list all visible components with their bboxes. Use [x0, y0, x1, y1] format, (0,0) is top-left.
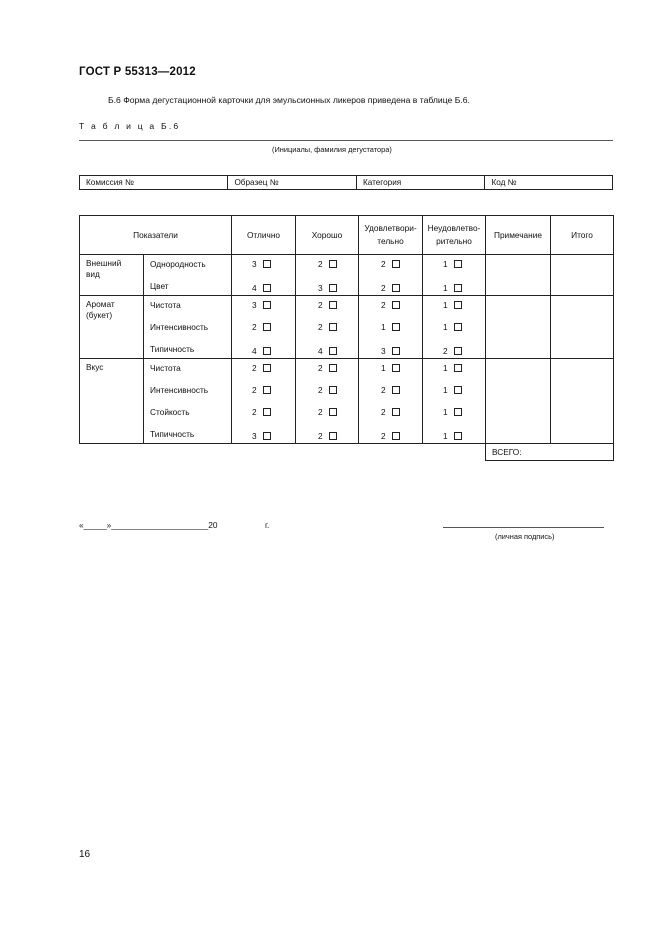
score-option: [381, 283, 400, 293]
score-option: [318, 322, 337, 332]
score-option: [443, 283, 462, 293]
col-header-good: Хорошо: [296, 216, 359, 255]
score-checkbox[interactable]: [454, 260, 462, 268]
score-value: 2: [381, 431, 386, 441]
score-cell: [296, 359, 359, 444]
indicator-label: Стойкость: [150, 407, 190, 417]
score-value: 1: [443, 431, 448, 441]
group-row: [80, 255, 614, 296]
score-option: [443, 363, 462, 373]
indicator-label: Чистота: [150, 300, 181, 310]
score-checkbox[interactable]: [392, 364, 400, 372]
category-field: Категория: [356, 176, 485, 189]
score-cell: [232, 296, 296, 359]
note-cell[interactable]: [486, 296, 551, 359]
indicator-cell: [144, 255, 232, 296]
indicator-cell: [144, 359, 232, 444]
score-value: 1: [443, 259, 448, 269]
indicator-label: Типичность: [150, 344, 195, 354]
score-value: 2: [381, 300, 386, 310]
score-cell: [359, 296, 423, 359]
score-checkbox[interactable]: [329, 301, 337, 309]
score-option: [381, 322, 400, 332]
score-value: 2: [318, 431, 323, 441]
score-checkbox[interactable]: [454, 347, 462, 355]
score-checkbox[interactable]: [263, 284, 271, 292]
score-option: [381, 431, 400, 441]
score-option: [318, 407, 337, 417]
col-header-unsatisfactory: Неудовлетво- рительно: [423, 216, 486, 255]
score-option: [443, 385, 462, 395]
col-header-note: Примечание: [486, 216, 551, 255]
score-option: [381, 346, 400, 356]
signature-line: [443, 527, 604, 528]
score-checkbox[interactable]: [454, 364, 462, 372]
group-name-cell: [80, 359, 144, 444]
score-value: 2: [381, 259, 386, 269]
score-checkbox[interactable]: [392, 284, 400, 292]
score-value: 2: [252, 407, 257, 417]
score-value: 4: [252, 283, 257, 293]
signature-caption: (личная подпись): [495, 532, 555, 541]
date-suffix: г.: [265, 520, 270, 530]
group-name-cont: вид: [86, 269, 100, 279]
col-header-indicators: Показатели: [80, 216, 232, 255]
score-checkbox[interactable]: [392, 432, 400, 440]
col-header-total: Итого: [551, 216, 614, 255]
total-cell-group[interactable]: [551, 255, 614, 296]
commission-field: Комиссия №: [86, 178, 134, 187]
score-checkbox[interactable]: [329, 347, 337, 355]
indicator-label: Интенсивность: [150, 385, 209, 395]
score-value: 1: [443, 363, 448, 373]
score-value: 2: [252, 363, 257, 373]
score-checkbox[interactable]: [263, 323, 271, 331]
score-value: 3: [252, 431, 257, 441]
indicator-label: Цвет: [150, 281, 169, 291]
score-value: 2: [318, 300, 323, 310]
score-checkbox[interactable]: [392, 323, 400, 331]
score-option: [443, 259, 462, 269]
score-value: 3: [318, 283, 323, 293]
score-value: 1: [381, 363, 386, 373]
score-cell: [296, 296, 359, 359]
score-cell: [359, 359, 423, 444]
score-checkbox[interactable]: [263, 432, 271, 440]
group-name: Аромат: [86, 299, 115, 309]
score-value: 1: [443, 300, 448, 310]
score-checkbox[interactable]: [454, 432, 462, 440]
taster-caption: (Инициалы, фамилия дегустатора): [272, 145, 392, 154]
score-option: [252, 259, 271, 269]
score-cell: [423, 359, 486, 444]
score-checkbox[interactable]: [329, 432, 337, 440]
group-row: [80, 359, 614, 444]
score-checkbox[interactable]: [263, 408, 271, 416]
score-option: [318, 300, 337, 310]
card-header-fields: [79, 175, 613, 190]
score-value: 3: [252, 300, 257, 310]
score-cell: [423, 255, 486, 296]
score-checkbox[interactable]: [454, 301, 462, 309]
score-option: [252, 363, 271, 373]
score-checkbox[interactable]: [454, 408, 462, 416]
score-option: [443, 407, 462, 417]
score-checkbox[interactable]: [454, 323, 462, 331]
score-option: [252, 407, 271, 417]
score-option: [381, 259, 400, 269]
group-name: Вкус: [86, 362, 104, 372]
note-cell[interactable]: [486, 255, 551, 296]
score-option: [443, 346, 462, 356]
taster-name-line: [79, 140, 613, 141]
score-value: 2: [318, 407, 323, 417]
note-cell[interactable]: [486, 359, 551, 444]
indicator-label: Интенсивность: [150, 322, 209, 332]
score-option: [252, 300, 271, 310]
total-cell-group[interactable]: [551, 359, 614, 444]
score-checkbox[interactable]: [392, 301, 400, 309]
score-option: [318, 259, 337, 269]
score-value: 1: [443, 407, 448, 417]
indicator-cell: [144, 296, 232, 359]
score-checkbox[interactable]: [329, 323, 337, 331]
score-value: 2: [252, 322, 257, 332]
score-value: 1: [381, 322, 386, 332]
score-checkbox[interactable]: [454, 284, 462, 292]
code-field: Код №: [484, 176, 612, 189]
score-option: [252, 346, 271, 356]
score-cell: [232, 359, 296, 444]
indicator-label: Однородность: [150, 259, 206, 269]
intro-paragraph: Б.6 Форма дегустационной карточки для эмульсионных ликеров приведена в таблице Б.6.: [108, 95, 470, 105]
score-option: [252, 283, 271, 293]
score-option: [252, 431, 271, 441]
score-option: [252, 385, 271, 395]
score-checkbox[interactable]: [329, 386, 337, 394]
score-checkbox[interactable]: [263, 386, 271, 394]
score-value: 3: [252, 259, 257, 269]
group-name-cell: [80, 255, 144, 296]
tasting-card-table: [79, 215, 614, 444]
score-value: 2: [318, 259, 323, 269]
score-checkbox[interactable]: [392, 386, 400, 394]
score-option: [318, 346, 337, 356]
score-option: [443, 431, 462, 441]
score-checkbox[interactable]: [263, 364, 271, 372]
group-row: [80, 296, 614, 359]
score-value: 3: [381, 346, 386, 356]
score-cell: [423, 296, 486, 359]
score-option: [443, 322, 462, 332]
col-header-satisfactory: Удовлетвори- тельно: [359, 216, 423, 255]
score-option: [318, 363, 337, 373]
score-option: [318, 283, 337, 293]
score-value: 1: [443, 385, 448, 395]
score-checkbox[interactable]: [263, 301, 271, 309]
indicator-label: Чистота: [150, 363, 181, 373]
score-checkbox[interactable]: [329, 260, 337, 268]
score-option: [381, 385, 400, 395]
score-checkbox[interactable]: [329, 408, 337, 416]
score-value: 2: [318, 322, 323, 332]
score-value: 2: [318, 385, 323, 395]
score-cell: [232, 255, 296, 296]
score-value: 2: [381, 283, 386, 293]
total-cell: ВСЕГО:: [485, 444, 614, 461]
group-name-cont: (букет): [86, 310, 113, 320]
score-value: 2: [318, 363, 323, 373]
score-value: 4: [252, 346, 257, 356]
score-value: 4: [318, 346, 323, 356]
score-checkbox[interactable]: [392, 260, 400, 268]
score-option: [443, 300, 462, 310]
score-option: [381, 407, 400, 417]
score-option: [381, 363, 400, 373]
score-checkbox[interactable]: [263, 260, 271, 268]
score-value: 2: [381, 385, 386, 395]
score-option: [318, 431, 337, 441]
total-cell-group[interactable]: [551, 296, 614, 359]
score-option: [252, 322, 271, 332]
score-checkbox[interactable]: [263, 347, 271, 355]
score-checkbox[interactable]: [329, 284, 337, 292]
date-line: «_____»_____________________20: [79, 520, 218, 530]
score-value: 2: [252, 385, 257, 395]
score-value: 2: [443, 346, 448, 356]
score-value: 1: [443, 322, 448, 332]
score-option: [381, 300, 400, 310]
page-number: 16: [79, 849, 91, 860]
group-name: Внешний: [86, 258, 122, 268]
score-checkbox[interactable]: [392, 408, 400, 416]
score-option: [318, 385, 337, 395]
score-cell: [359, 255, 423, 296]
score-value: 2: [381, 407, 386, 417]
score-checkbox[interactable]: [329, 364, 337, 372]
indicator-label: Типичность: [150, 429, 195, 439]
score-cell: [296, 255, 359, 296]
col-header-excellent: Отлично: [232, 216, 296, 255]
score-value: 1: [443, 283, 448, 293]
score-checkbox[interactable]: [392, 347, 400, 355]
document-title: ГОСТ Р 55313—2012: [79, 66, 196, 78]
sample-field: Образец №: [227, 176, 356, 189]
score-checkbox[interactable]: [454, 386, 462, 394]
group-name-cell: [80, 296, 144, 359]
table-caption: Т а б л и ц а Б.6: [79, 121, 181, 131]
